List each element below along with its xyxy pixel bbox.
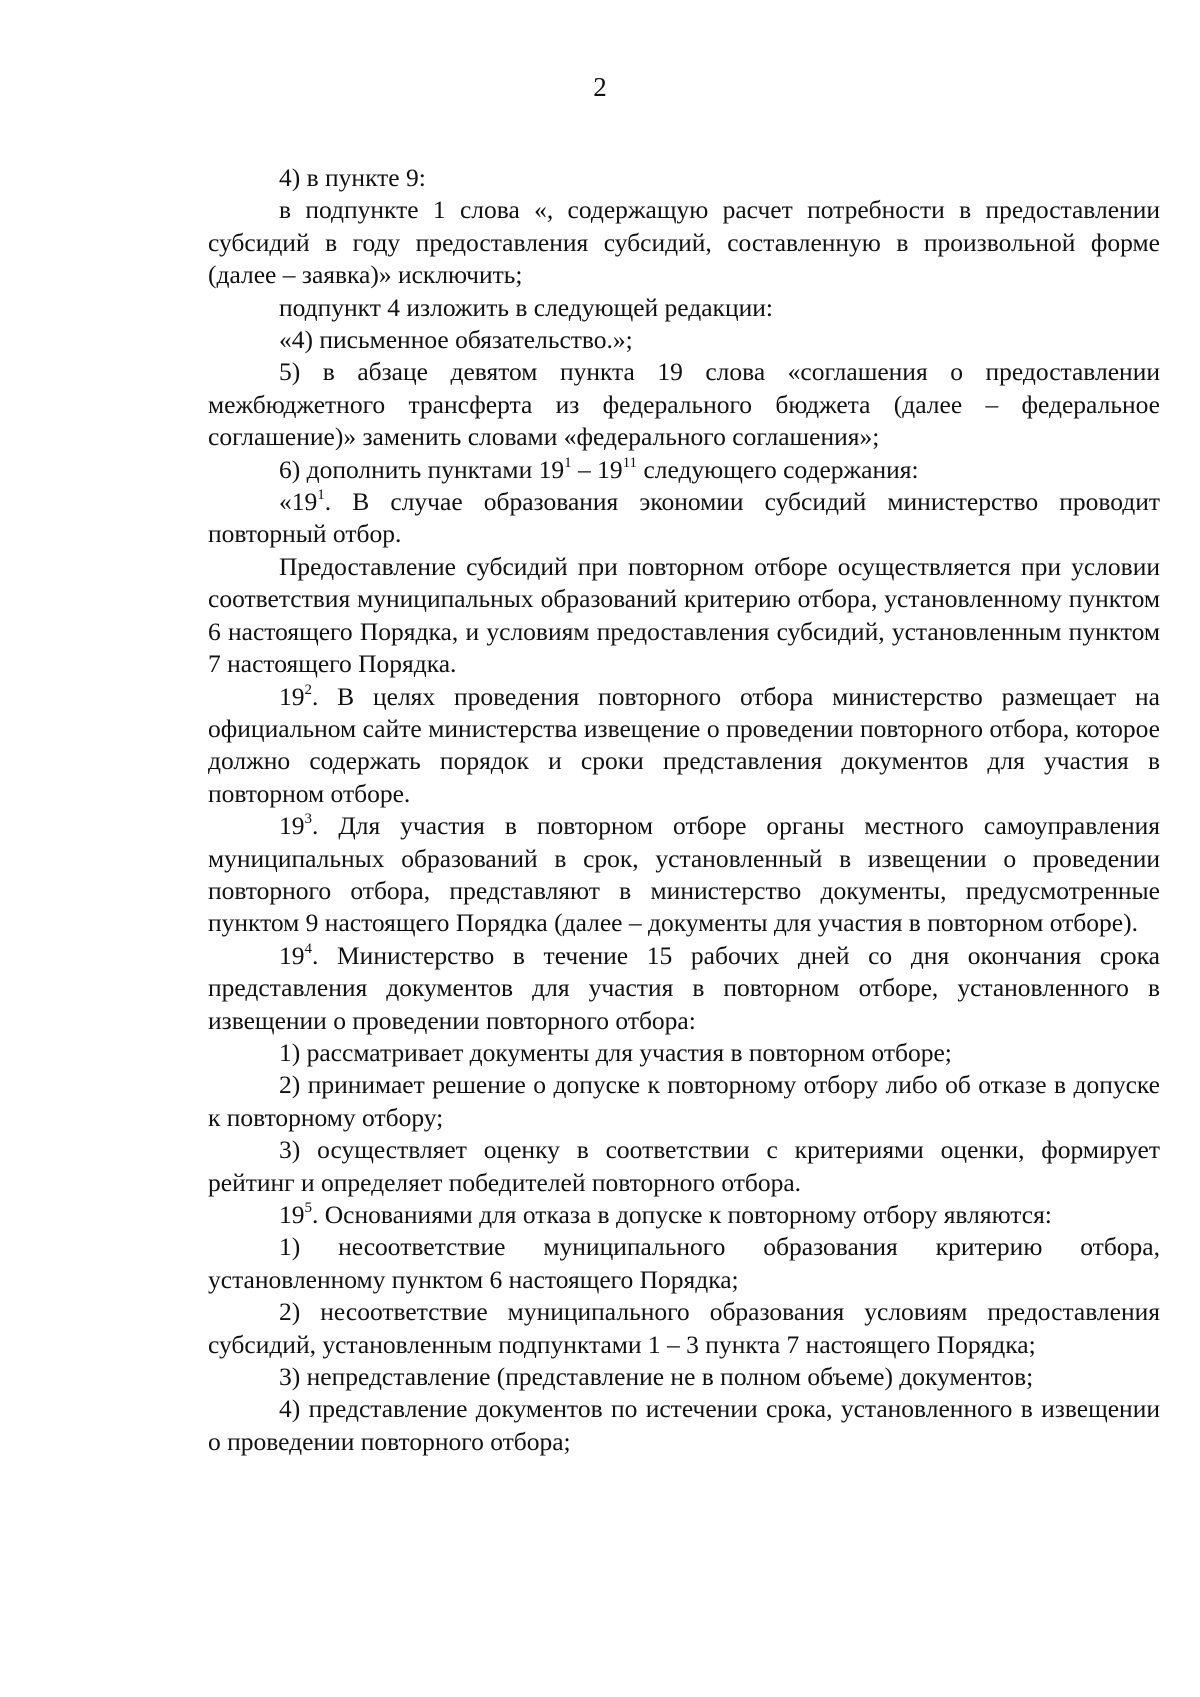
paragraph-point-19-2	[208, 681, 1160, 811]
paragraph-point-19-3	[208, 810, 1160, 940]
paragraph-point-19-1-conditions: Предоставление субсидий при повторном отборе осуществляется при условии соответствия муниципальных образований критерию отбора, установленному пунктом 6 настоящего Порядка, и условиям предоставления субсидий, установленным пунктом 7 настоящего Порядка.	[208, 551, 1160, 679]
item-6-superscript-a: 1	[564, 454, 572, 471]
paragraph-point-19-5	[208, 1199, 1160, 1231]
point-19-4-text: . Министерство в течение 15 рабочих дней со дня окончания срока представления документов для участия в повторном отборе, установленного в извещении о проведении повторного отбора:	[208, 940, 1160, 1035]
paragraph-subitem-4-intro: подпункт 4 изложить в следующей редакции:	[279, 292, 773, 322]
paragraph-point-19-5-subitem-3: 3) непредставление (представление не в полном объеме) документов;	[279, 1362, 1034, 1392]
point-19-2-text: . В целях проведения повторного отбора министерство размещает на официальном сайте министерства извещение о проведении повторного отбора, которое должно содержать порядок и сроки представления документов для участия в повторном отборе.	[208, 681, 1160, 808]
page-number: 2	[593, 72, 607, 102]
paragraph-subitem-1: в подпункте 1 слова «, содержащую расчет потребности в предоставлении субсидий в году предоставления субсидий, составленную в произвольной форме (далее – заявка)» исключить;	[208, 195, 1160, 290]
point-19-5-text: . Основаниями для отказа в допуске к повторному отбору являются:	[312, 1200, 1052, 1229]
point-19-3-text: . Для участия в повторном отборе органы местного самоуправления муниципальных образований в срок, установленный в извещении о проведении повторного отбора, представляют в министерство документы, предусмотренные пунктом 9 настоящего Порядка (далее – документы для участия в повторном отборе).	[208, 811, 1160, 938]
document-body	[208, 162, 1160, 1458]
point-19-2-superscript: 2	[304, 681, 312, 698]
paragraph-point-19-4	[208, 940, 1160, 1037]
paragraph-point-19-4-subitem-3: 3) осуществляет оценку в соответствии с критериями оценки, формирует рейтинг и определяет победителей повторного отбора.	[208, 1135, 1160, 1197]
paragraph-point-19-5-subitem-1: 1) несоответствие муниципального образования критерию отбора, установленному пунктом 6 настоящего Порядка;	[208, 1232, 1160, 1294]
paragraph-subitem-4-text: «4) письменное обязательство.»;	[279, 325, 633, 355]
paragraph-point-19-1	[208, 486, 1160, 551]
point-19-3-superscript: 3	[304, 811, 312, 828]
point-19-1-number: «19	[279, 487, 318, 517]
paragraph-point-19-5-subitem-4: 4) представление документов по истечении срока, установленного в извещении о проведении повторного отбора;	[208, 1394, 1160, 1456]
item-6-text-a: 6) дополнить пунктами 19	[279, 454, 565, 484]
point-19-1-text: . В случае образования экономии субсидий министерство проводит повторный отбор.	[208, 487, 1160, 549]
item-6-text-c: следующего содержания:	[637, 454, 919, 484]
paragraph-point-19-4-subitem-2: 2) принимает решение о допуске к повторному отбору либо об отказе в допуске к повторному отбору;	[208, 1070, 1160, 1132]
point-19-5-number: 19	[279, 1200, 305, 1229]
point-19-4-superscript: 4	[304, 940, 312, 957]
paragraph-point-19-4-subitem-1: 1) рассматривает документы для участия в повторном отборе;	[279, 1037, 952, 1067]
item-6-superscript-b: 11	[622, 454, 638, 471]
point-19-4-number: 19	[279, 940, 305, 970]
paragraph-item-6	[208, 454, 1160, 486]
point-19-3-number: 19	[279, 811, 305, 841]
item-6-text-b: – 19	[571, 454, 623, 484]
paragraph-point-19-5-subitem-2: 2) несоответствие муниципального образования условиям предоставления субсидий, установленным подпунктами 1 – 3 пункта 7 настоящего Порядка;	[208, 1297, 1160, 1359]
point-19-1-superscript: 1	[317, 487, 325, 504]
paragraph-item-5: 5) в абзаце девятом пункта 19 слова «соглашения о предоставлении межбюджетного трансферта из федерального бюджета (далее – федеральное соглашение)» заменить словами «федерального соглашения»;	[208, 357, 1160, 452]
point-19-5-superscript: 5	[304, 1200, 312, 1216]
paragraph-item-4: 4) в пункте 9:	[279, 163, 426, 192]
point-19-2-number: 19	[279, 681, 305, 711]
